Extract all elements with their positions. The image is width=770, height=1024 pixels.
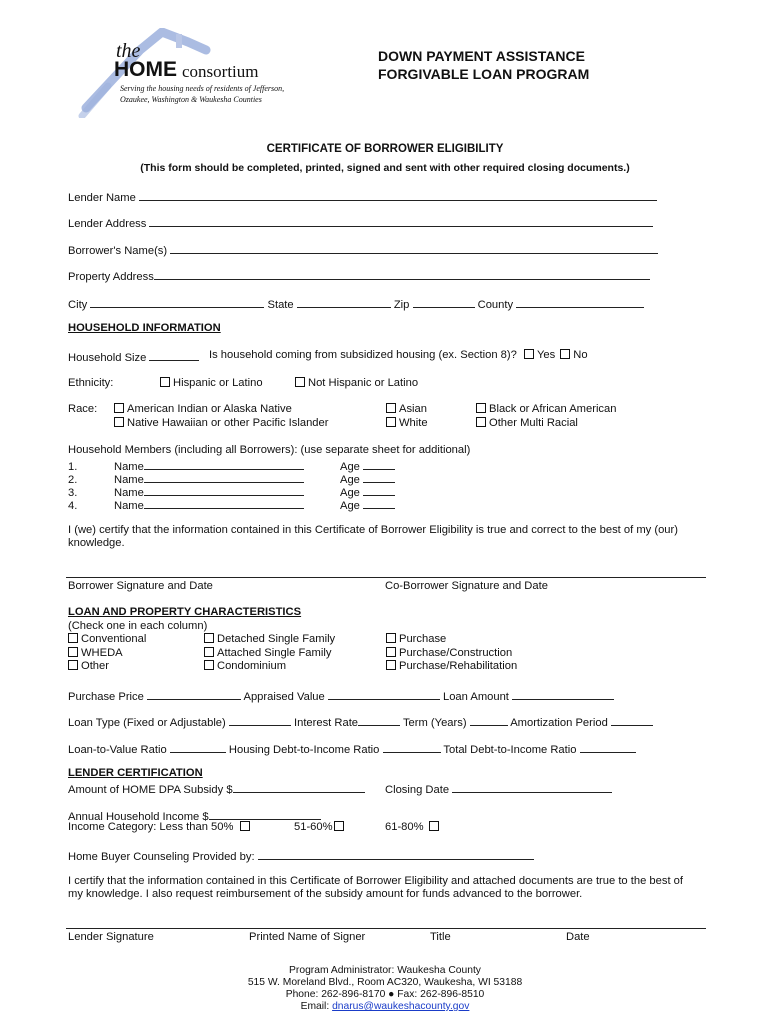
race-asian-checkbox[interactable] [386,403,396,413]
logo [78,28,308,118]
subsidy-row [68,781,365,796]
household-size-label: Household Size [68,352,147,364]
subsidized-yes-checkbox[interactable] [524,349,534,359]
term-label: Term (Years) [402,717,467,729]
property-address-label: Property Address [68,271,154,283]
member-age-field[interactable] [363,497,395,509]
race-asian-label: Asian [399,403,427,415]
closing-date-field[interactable] [452,781,612,793]
ltv-label: Loan-to-Value Ratio [68,744,167,756]
annual-income-label: Annual Household Income $ [68,811,209,823]
member-age-field[interactable] [363,484,395,496]
other-label: Other [81,660,109,672]
race-multi-checkbox[interactable] [476,417,486,427]
city-label: City [68,299,88,311]
household-heading: HOUSEHOLD INFORMATION [68,322,221,334]
counseling-row [68,848,534,863]
member-name-field[interactable] [144,497,304,509]
race-black-label: Black or African American [489,403,617,415]
detached-label: Detached Single Family [217,633,336,645]
program-title-2: FORGIVABLE LOAN PROGRAM [378,66,590,82]
zip-field[interactable] [413,296,475,308]
state-field[interactable] [297,296,391,308]
income-51-60-checkbox[interactable] [334,821,344,831]
member-age-label: Age [340,461,360,473]
ltv-field[interactable] [170,741,226,753]
email-link[interactable]: dnarus@waukeshacounty.gov [332,1001,470,1012]
member-name-field[interactable] [144,484,304,496]
attached-checkbox[interactable] [204,647,214,657]
other-checkbox[interactable] [68,660,78,670]
race-black-checkbox[interactable] [476,403,486,413]
logo-tagline-1: Serving the housing needs of residents of Jefferson, [120,84,285,93]
member-name-field[interactable] [144,458,304,470]
closing-date-row [385,781,612,796]
race-white-label: White [399,417,428,429]
household-size-field[interactable] [149,349,199,361]
income-51-60-label: 51-60% [294,821,333,833]
coborrower-signature-label: Co-Borrower Signature and Date [385,580,548,592]
appraised-value-label: Appraised Value [243,691,325,703]
lender-signature-label: Lender Signature [68,931,154,943]
program-title-1: DOWN PAYMENT ASSISTANCE [378,48,585,64]
loan-type-wheda [68,647,123,659]
subsidized-question: Is household coming from subsidized housing (ex. Section 8)? [209,349,517,361]
purchase-rehabilitation-checkbox[interactable] [386,660,396,670]
lender-name-field[interactable] [139,189,657,201]
income-61-80 [385,821,442,833]
household-members-label: Household Members (including all Borrowers): (use separate sheet for additional) [68,444,471,456]
race-american-indian [114,403,292,415]
ethnicity-not-hispanic [295,377,418,389]
zip-label: Zip [393,299,410,311]
member-age-label: Age [340,487,360,499]
counseling-field[interactable] [258,848,534,860]
interest-rate-label: Interest Rate [293,717,359,729]
borrower-names-label: Borrower's Name(s) [68,245,168,257]
loan-type-label: Loan Type (Fixed or Adjustable) [68,717,226,729]
wheda-label: WHEDA [81,647,123,659]
loan-amount-label: Loan Amount [442,691,509,703]
annual-income-field[interactable] [209,808,321,820]
condominium-checkbox[interactable] [204,660,214,670]
counseling-label: Home Buyer Counseling Provided by: [68,851,255,863]
amortization-label: Amortization Period [510,717,608,729]
income-category-row [68,821,253,833]
not-hispanic-label: Not Hispanic or Latino [308,377,419,389]
income-61-80-label: 61-80% [385,821,424,833]
race-hawaiian [114,417,328,429]
lender-heading: LENDER CERTIFICATION [68,767,203,779]
loan-type-field[interactable] [229,714,291,726]
form-subtitle: (This form should be completed, printed, signed and sent with other required closing documents.) [140,162,630,174]
loan-amount-field[interactable] [512,688,614,700]
borrower-names-field[interactable] [170,242,658,254]
member-name-label: Name [114,487,144,499]
loan-heading: LOAN AND PROPERTY CHARACTERISTICS [68,606,302,618]
purchase-construction-label: Purchase/Construction [399,647,513,659]
closing-date-label: Closing Date [385,784,450,796]
income-51-60 [294,821,347,833]
income-less-50-checkbox[interactable] [240,821,250,831]
interest-rate-field[interactable] [358,714,400,726]
member-age-label: Age [340,474,360,486]
appraised-value-field[interactable] [328,688,440,700]
logo-the: the [116,40,141,62]
household-size-row [68,349,199,364]
member-name-field[interactable] [144,471,304,483]
terms-row [68,714,653,729]
member-row [68,497,304,512]
conventional-checkbox[interactable] [68,633,78,643]
purpose-rehabilitation [386,660,517,672]
member-age-field[interactable] [363,471,395,483]
not-hispanic-checkbox[interactable] [295,377,305,387]
member-number: 3. [68,487,78,499]
member-age-field[interactable] [363,458,395,470]
race-white-checkbox[interactable] [386,417,396,427]
race-hawaiian-label: Native Hawaiian or other Pacific Islander [127,417,329,429]
attached-label: Attached Single Family [217,647,332,659]
purchase-construction-checkbox[interactable] [386,647,396,657]
borrower-certify-line-1: I (we) certify that the information contained in this Certificate of Borrower Eligibility is true and correct to the best of my (our) [68,524,678,536]
county-field[interactable] [516,296,644,308]
purchase-label: Purchase [399,633,447,645]
subsidy-field[interactable] [233,781,365,793]
member-number: 1. [68,461,78,473]
subsidized-yes-label: Yes [536,349,556,361]
term-field[interactable] [470,714,508,726]
income-category-label: Income Category: Less than 50% [68,821,234,833]
lender-address-label: Lender Address [68,218,147,230]
footer-email-row [0,1001,770,1012]
income-61-80-checkbox[interactable] [429,821,439,831]
purchase-checkbox[interactable] [386,633,396,643]
member-number: 2. [68,474,78,486]
lender-address-row [68,215,653,230]
housing-dti-label: Housing Debt-to-Income Ratio [228,744,380,756]
logo-home: HOME [114,58,177,81]
property-address-field[interactable] [154,268,650,280]
subsidized-no-checkbox[interactable] [560,349,570,359]
member-name-label: Name [114,461,144,473]
ethnicity-label: Ethnicity: [68,377,114,389]
property-condominium [204,660,286,672]
race-multi [476,417,578,429]
loan-type-conventional [68,633,146,645]
title-label: Title [430,931,451,943]
member-age-label: Age [340,500,360,512]
loan-type-other [68,660,109,672]
borrower-certify-line-2: knowledge. [68,537,125,549]
race-black [476,403,616,415]
lender-address-field[interactable] [149,215,653,227]
member-name-label: Name [114,500,144,512]
borrower-signature-line[interactable] [66,577,706,578]
printed-name-label: Printed Name of Signer [249,931,366,943]
race-label: Race: [68,403,98,415]
footer-line-1: Program Administrator: Waukesha County [289,965,481,976]
check-one-note: (Check one in each column) [68,620,208,632]
price-row [68,688,614,703]
footer-line-2: 515 W. Moreland Blvd., Room AC320, Waukesha, WI 53188 [247,977,523,988]
race-asian [386,403,427,415]
member-age [340,497,395,512]
total-dti-label: Total Debt-to-Income Ratio [443,744,577,756]
total-dti-field[interactable] [580,741,636,753]
purpose-purchase [386,633,446,645]
subsidized-no-label: No [573,349,588,361]
lender-name-row [68,189,657,204]
detached-checkbox[interactable] [204,633,214,643]
member-name-label: Name [114,474,144,486]
purpose-construction [386,647,512,659]
property-address-row [68,268,650,283]
conventional-label: Conventional [81,633,147,645]
amortization-field[interactable] [611,714,653,726]
borrower-signature-label: Borrower Signature and Date [68,580,213,592]
race-american-indian-label: American Indian or Alaska Native [127,403,292,415]
city-field[interactable] [90,296,264,308]
subsidized-row [209,349,588,361]
condominium-label: Condominium [217,660,287,672]
form-title: CERTIFICATE OF BORROWER ELIGIBILITY [266,143,504,155]
housing-dti-field[interactable] [383,741,441,753]
race-multi-label: Other Multi Racial [489,417,578,429]
property-detached [204,633,335,645]
city-row [68,296,644,311]
subsidy-label: Amount of HOME DPA Subsidy $ [68,784,233,796]
purchase-price-label: Purchase Price [68,691,144,703]
race-hawaiian-checkbox[interactable] [114,417,124,427]
ratios-row [68,741,636,756]
ethnicity-hispanic [160,377,263,389]
race-white [386,417,428,429]
member-number: 4. [68,500,78,512]
state-label: State [267,299,294,311]
logo-tagline-2: Ozaukee, Washington & Waukesha Counties [120,95,262,104]
borrower-names-row [68,242,658,257]
race-american-indian-checkbox[interactable] [114,403,124,413]
purchase-rehabilitation-label: Purchase/Rehabilitation [399,660,518,672]
date-label: Date [566,931,590,943]
property-attached [204,647,331,659]
lender-certify-line-2: my knowledge. I also request reimbursement of the subsidy amount for funds advanced to the borrower. [68,888,583,900]
hispanic-checkbox[interactable] [160,377,170,387]
logo-consortium: consortium [182,62,259,81]
purchase-price-field[interactable] [147,688,241,700]
hispanic-label: Hispanic or Latino [173,377,263,389]
wheda-checkbox[interactable] [68,647,78,657]
email-label: Email: [300,1001,330,1012]
lender-name-label: Lender Name [68,192,136,204]
lender-signature-line[interactable] [66,928,706,929]
lender-certify-line-1: I certify that the information contained in this Certificate of Borrower Eligibility and attached documents are true to the best of [68,875,684,887]
county-label: County [477,299,514,311]
footer-line-3: Phone: 262-896-8170 ● Fax: 262-896-8510 [285,989,485,1000]
